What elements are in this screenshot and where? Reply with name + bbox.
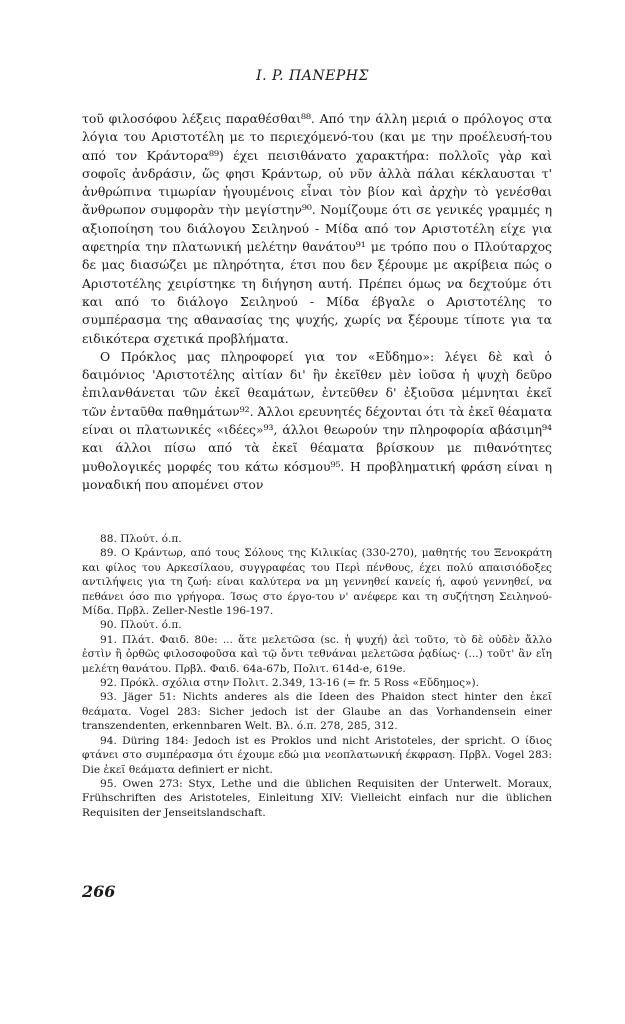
footnote-95: 95. Owen 273: Styx, Lethe und die üblichen Requisiten der Unterwelt. Moraux, Frühschriften des Aristoteles, Einleitung XIV: Vielleicht einfach nur die üblichen Requisiten der Jenseitslandschaft. xyxy=(82,777,552,819)
paragraph-1: τοῦ φιλοσόφου λέξεις παραθέσθαι⁸⁸. Από την άλλη μεριά ο πρόλογος στα λόγια του Αριστοτέλη με το περιεχόμενό-του (και με την προέλευσή-του από τον Κράντορα⁸⁹) έχει πεισιθάνατο χαρακτήρα: πολλοῖς γὰρ καὶ σοφοῖς ἀνδράσιν, ὥς φησι Κράντωρ, οὐ νῦν ἀλλὰ πάλαι κέκλαυσται τ' ἀνθρώπινα τιμωρίαν ἡγουμένοις εἶναι τὸν βίον καὶ ἀρχὴν τὸ γενέσθαι ἄνθρωπον συμφορὰν τὴν μεγίστην⁹⁰. Νομίζουμε ότι σε γενικές γραμμές η αξιοποίηση του διάλογου Σειληνού - Μίδα από τον Αριστοτέλη είχε για αφετηρία την πλατωνική μελέτην θανάτου⁹¹ με τρόπο που ο Πλούταρχος δε μας διασώζει με πληρότητα, έτσι που δεν ξέρουμε με ακρίβεια πώς ο Αριστοτέλης χειρίστηκε τη διήγηση αυτή. Πρέπει όμως να δεχτούμε ότι και από το διάλογο Σειληνού - Μίδα έβγαλε ο Αριστοτέλης το συμπέρασμα της αθανασίας της ψυχής, χωρίς να ξέρουμε τίποτε για τα ειδικότερα σχετικά προβλήματα. xyxy=(82,111,552,346)
main-text xyxy=(82,110,552,494)
footnote-89: 89. Ο Κράντωρ, από τους Σόλους της Κιλικίας (330-270), μαθητής του Ξενοκράτη και φίλος του Αρκεσίλαου, συγγραφέας του Περὶ πένθους, έχει πολύ απαισιόδοξες αντιλήψεις για τη ζωή: είναι καλύτερα να μη γεννηθεί κανείς ή, αφού γεννηθεί, να πεθάνει όσο πιο γρήγορα. Ίσως στο έργο-του ν' ανέφερε και τη συζήτηση Σειληνού-Μίδα. Πρβλ. Zeller-Nestle 196-197. xyxy=(82,547,552,618)
footnote-93: 93. Jäger 51: Nichts anderes als die Ideen des Phaidon stect hinter den ἐκεῖ θεάματα. Vogel 283: Sicher jedoch ist der Glaube an das Vorhandensein einer transzendenten, erkennbaren Welt. Βλ. ό.π. 278, 285, 312. xyxy=(82,691,552,733)
footnote-94: 94. Düring 184: Jedoch ist es Proklos und nicht Aristoteles, der spricht. Ο ίδιος φτάνει στο συμπέρασμα ότι έχουμε εδώ μια νεοπλατωνική έκφραση. Πρβλ. Vogel 283: Die ἐκεῖ θεάματα definiert er nicht. xyxy=(82,734,552,776)
footnote-91: 91. Πλάτ. Φαιδ. 80e: ... ἅτε μελετῶσα (sc. ἡ ψυχή) ἀεὶ τοῦτο, τὸ δὲ οὐδὲν ἄλλο ἐστὶν ἢ ὀρθῶς φιλοσοφοῦσα καὶ τῷ ὄντι τεθνάναι μελετῶσα ῥᾳδίως· (...) τοῦτ' ἂν εἴη μελέτη θανάτου. Πρβλ. Φαιδ. 64a-67b, Πολιτ. 614d-e, 619e. xyxy=(82,633,552,675)
footnote-92: 92. Πρόκλ. σχόλια στην Πολιτ. 2.349, 13-16 (= fr. 5 Ross «Εὔδημος»). xyxy=(100,677,480,690)
running-header: I. P. ΠΑΝΕΡΗΣ xyxy=(256,68,369,84)
page-number: 266 xyxy=(82,882,116,901)
footnote-90: 90. Πλούτ. ό.π. xyxy=(100,619,182,632)
footnote-88: 88. Πλούτ. ό.π. xyxy=(100,533,182,545)
footnotes xyxy=(82,532,552,820)
paragraph-2: Ο Πρόκλος μας πληροφορεί για τον «Εὔδημο»: λέγει δὲ καὶ ὁ δαιμόνιος 'Αριστοτέλης αἰτίαν δι' ἣν ἐκεῖθεν μὲν ἰοῦσα ἡ ψυχὴ δεῦρο ἐπιλανθάνεται τῶν ἐκεῖ θεαμάτων, ἐντεῦθεν δ' ἐξιοῦσα μέμνηται ἐκεῖ τῶν ἐνταῦθα παθημάτων⁹². Άλλοι ερευνητές δέχονται ότι τὰ ἐκεῖ θέαματα είναι οι πλατωνικές «ιδέες»⁹³, άλλοι θεωρούν την πληροφορία αβάσιμη⁹⁴ και άλλοι πίσω από τὰ ἐκεῖ θέαματα βρίσκουν με πιθανότητες μυθολογικές μορφές του κάτω κόσμου⁹⁵. Η προβληματική φράση είναι η μοναδική που απομένει στον xyxy=(82,348,552,492)
